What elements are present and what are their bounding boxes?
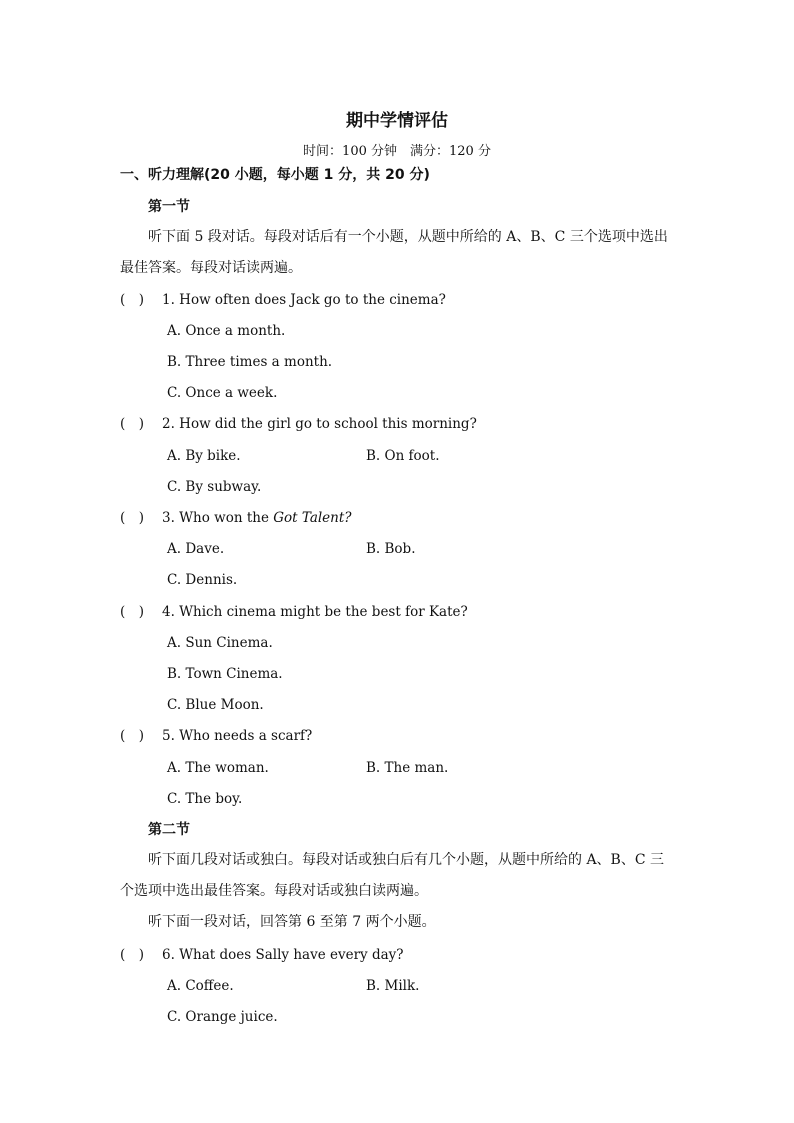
question-2 xyxy=(120,415,477,433)
question-1 xyxy=(120,291,446,309)
option-2c: C. By subway. xyxy=(167,479,262,495)
question-stem: 2. How did the girl go to school this morning? xyxy=(162,416,477,432)
option-2a: A. By bike. xyxy=(167,448,241,464)
option-5b: B. The man. xyxy=(366,760,449,776)
section2-heading: 第二节 xyxy=(148,822,190,838)
section1-instruction: 听下面 5 段对话。每段对话后有一个小题，从题中所给的 A、B、C 三个选项中选出最佳答案。每段对话读两遍。 xyxy=(120,229,668,276)
question-stem: 3. Who won the xyxy=(162,510,274,526)
page-title: 期中学情评估 xyxy=(346,111,448,131)
answer-blank[interactable]: ( ) xyxy=(120,604,145,620)
option-3c: C. Dennis. xyxy=(167,572,238,588)
answer-blank[interactable]: ( ) xyxy=(120,292,145,308)
option-6a: A. Coffee. xyxy=(167,978,234,994)
option-3a: A. Dave. xyxy=(167,541,225,557)
section1-heading: 第一节 xyxy=(148,199,190,215)
show-title: Got Talent? xyxy=(273,510,352,526)
option-3b: B. Bob. xyxy=(366,541,416,557)
question-4 xyxy=(120,603,468,621)
option-6c: C. Orange juice. xyxy=(167,1009,278,1025)
answer-blank[interactable]: ( ) xyxy=(120,947,145,963)
option-4b: B. Town Cinema. xyxy=(167,666,283,682)
option-1c: C. Once a week. xyxy=(167,385,278,401)
option-4a: A. Sun Cinema. xyxy=(167,635,273,651)
option-5c: C. The boy. xyxy=(167,791,243,807)
option-6b: B. Milk. xyxy=(366,978,420,994)
answer-blank[interactable]: ( ) xyxy=(120,416,145,432)
option-4c: C. Blue Moon. xyxy=(167,697,264,713)
question-stem: 1. How often does Jack go to the cinema? xyxy=(162,292,446,308)
answer-blank[interactable]: ( ) xyxy=(120,728,145,744)
question-stem: 6. What does Sally have every day? xyxy=(162,947,404,963)
question-stem: 5. Who needs a scarf? xyxy=(162,728,313,744)
question-3 xyxy=(120,509,352,527)
part1-heading: 一、听力理解(20 小题，每小题 1 分，共 20 分) xyxy=(120,167,430,183)
option-2b: B. On foot. xyxy=(366,448,440,464)
question-stem: 4. Which cinema might be the best for Kate? xyxy=(162,604,468,620)
option-1b: B. Three times a month. xyxy=(167,354,333,370)
question-5 xyxy=(120,727,312,745)
option-1a: A. Once a month. xyxy=(167,323,286,339)
section2-instruction: 听下面几段对话或独白。每段对话或独白后有几个小题，从题中所给的 A、B、C 三个选项中选出最佳答案。每段对话或独白读两遍。 xyxy=(120,852,665,899)
option-5a: A. The woman. xyxy=(167,760,269,776)
exam-time-score: 时间：100 分钟 满分：120 分 xyxy=(303,144,491,159)
question-6 xyxy=(120,946,404,964)
answer-blank[interactable]: ( ) xyxy=(120,510,145,526)
section2-sub-instruction: 听下面一段对话，回答第 6 至第 7 两个小题。 xyxy=(148,914,436,930)
